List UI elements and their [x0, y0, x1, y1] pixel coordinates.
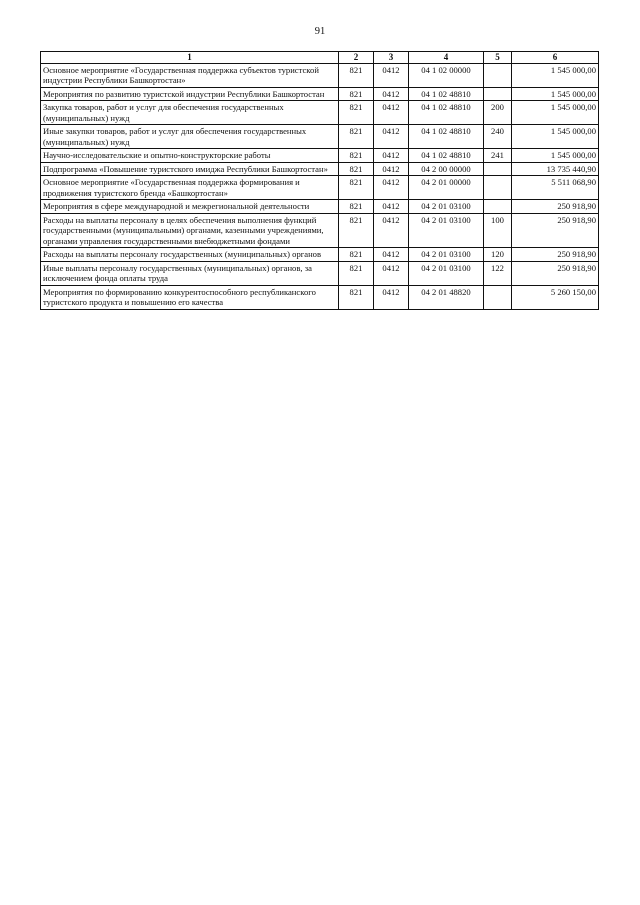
row-section-code: 0412	[374, 248, 409, 261]
row-name: Научно-исследовательские и опытно-конструкторские работы	[41, 149, 339, 162]
row-amount: 1 545 000,00	[512, 87, 599, 100]
row-section-code: 0412	[374, 285, 409, 309]
table-row	[41, 285, 599, 309]
row-section-code: 0412	[374, 162, 409, 175]
row-section-code: 0412	[374, 176, 409, 200]
row-name: Мероприятия по формированию конкурентоспособного республиканского туристского продукта и повышению его качества	[41, 285, 339, 309]
row-expense-type	[484, 87, 512, 100]
row-amount: 1 545 000,00	[512, 125, 599, 149]
row-expense-type: 241	[484, 149, 512, 162]
budget-table	[40, 51, 599, 310]
row-name: Мероприятия по развитию туристской индустрии Республики Башкортостан	[41, 87, 339, 100]
row-amount: 5 511 068,90	[512, 176, 599, 200]
row-target-code: 04 1 02 48810	[409, 87, 484, 100]
header-col-5: 5	[484, 52, 512, 64]
row-expense-type: 100	[484, 213, 512, 247]
row-ministry-code: 821	[339, 149, 374, 162]
row-section-code: 0412	[374, 213, 409, 247]
row-section-code: 0412	[374, 261, 409, 285]
row-amount: 250 918,90	[512, 200, 599, 213]
row-target-code: 04 2 01 03100	[409, 248, 484, 261]
row-section-code: 0412	[374, 149, 409, 162]
row-amount: 1 545 000,00	[512, 149, 599, 162]
row-section-code: 0412	[374, 87, 409, 100]
row-target-code: 04 2 01 03100	[409, 261, 484, 285]
row-target-code: 04 2 01 00000	[409, 176, 484, 200]
row-name: Основное мероприятие «Государственная поддержка субъектов туристской индустрии Республики Башкортостан»	[41, 64, 339, 88]
row-expense-type	[484, 200, 512, 213]
table-row	[41, 162, 599, 175]
row-name: Мероприятия в сфере международной и межрегиональной деятельности	[41, 200, 339, 213]
row-target-code: 04 2 01 03100	[409, 213, 484, 247]
row-amount: 250 918,90	[512, 213, 599, 247]
row-ministry-code: 821	[339, 200, 374, 213]
row-ministry-code: 821	[339, 64, 374, 88]
row-amount: 250 918,90	[512, 261, 599, 285]
row-expense-type	[484, 285, 512, 309]
header-col-4: 4	[409, 52, 484, 64]
table-row	[41, 87, 599, 100]
row-name: Основное мероприятие «Государственная поддержка формирования и продвижения туристского бренда «Башкортостан»	[41, 176, 339, 200]
header-col-1: 1	[41, 52, 339, 64]
row-section-code: 0412	[374, 64, 409, 88]
row-target-code: 04 2 01 48820	[409, 285, 484, 309]
row-expense-type	[484, 176, 512, 200]
row-ministry-code: 821	[339, 162, 374, 175]
row-expense-type	[484, 162, 512, 175]
row-name: Расходы на выплаты персоналу в целях обеспечения выполнения функций государственными (муниципальными) органами, казенными учреждениями, органами управления государственными внебюджетными фондами	[41, 213, 339, 247]
row-section-code: 0412	[374, 200, 409, 213]
row-ministry-code: 821	[339, 261, 374, 285]
row-ministry-code: 821	[339, 101, 374, 125]
row-target-code: 04 1 02 48810	[409, 101, 484, 125]
row-target-code: 04 1 02 00000	[409, 64, 484, 88]
table-row	[41, 125, 599, 149]
row-expense-type: 240	[484, 125, 512, 149]
table-row	[41, 200, 599, 213]
table-row	[41, 101, 599, 125]
table-row	[41, 64, 599, 88]
row-target-code: 04 1 02 48810	[409, 125, 484, 149]
row-name: Иные выплаты персоналу государственных (муниципальных) органов, за исключением фонда оплаты труда	[41, 261, 339, 285]
header-col-2: 2	[339, 52, 374, 64]
row-expense-type: 120	[484, 248, 512, 261]
row-name: Иные закупки товаров, работ и услуг для обеспечения государственных (муниципальных) нужд	[41, 125, 339, 149]
row-ministry-code: 821	[339, 285, 374, 309]
row-expense-type	[484, 64, 512, 88]
table-row	[41, 213, 599, 247]
page-number: 91	[314, 26, 326, 37]
row-amount: 1 545 000,00	[512, 101, 599, 125]
table-header-row	[41, 52, 599, 64]
row-section-code: 0412	[374, 101, 409, 125]
row-name: Закупка товаров, работ и услуг для обеспечения государственных (муниципальных) нужд	[41, 101, 339, 125]
row-amount: 13 735 440,90	[512, 162, 599, 175]
row-expense-type: 122	[484, 261, 512, 285]
row-name: Расходы на выплаты персоналу государственных (муниципальных) органов	[41, 248, 339, 261]
row-target-code: 04 1 02 48810	[409, 149, 484, 162]
table-row	[41, 149, 599, 162]
row-ministry-code: 821	[339, 176, 374, 200]
header-col-6: 6	[512, 52, 599, 64]
row-target-code: 04 2 01 03100	[409, 200, 484, 213]
row-amount: 250 918,90	[512, 248, 599, 261]
table-row	[41, 176, 599, 200]
table-row	[41, 248, 599, 261]
row-ministry-code: 821	[339, 213, 374, 247]
row-expense-type: 200	[484, 101, 512, 125]
row-amount: 5 260 150,00	[512, 285, 599, 309]
row-name: Подпрограмма «Повышение туристского имиджа Республики Башкортостан»	[41, 162, 339, 175]
row-target-code: 04 2 00 00000	[409, 162, 484, 175]
row-ministry-code: 821	[339, 248, 374, 261]
header-col-3: 3	[374, 52, 409, 64]
row-ministry-code: 821	[339, 125, 374, 149]
row-ministry-code: 821	[339, 87, 374, 100]
row-amount: 1 545 000,00	[512, 64, 599, 88]
row-section-code: 0412	[374, 125, 409, 149]
table-row	[41, 261, 599, 285]
